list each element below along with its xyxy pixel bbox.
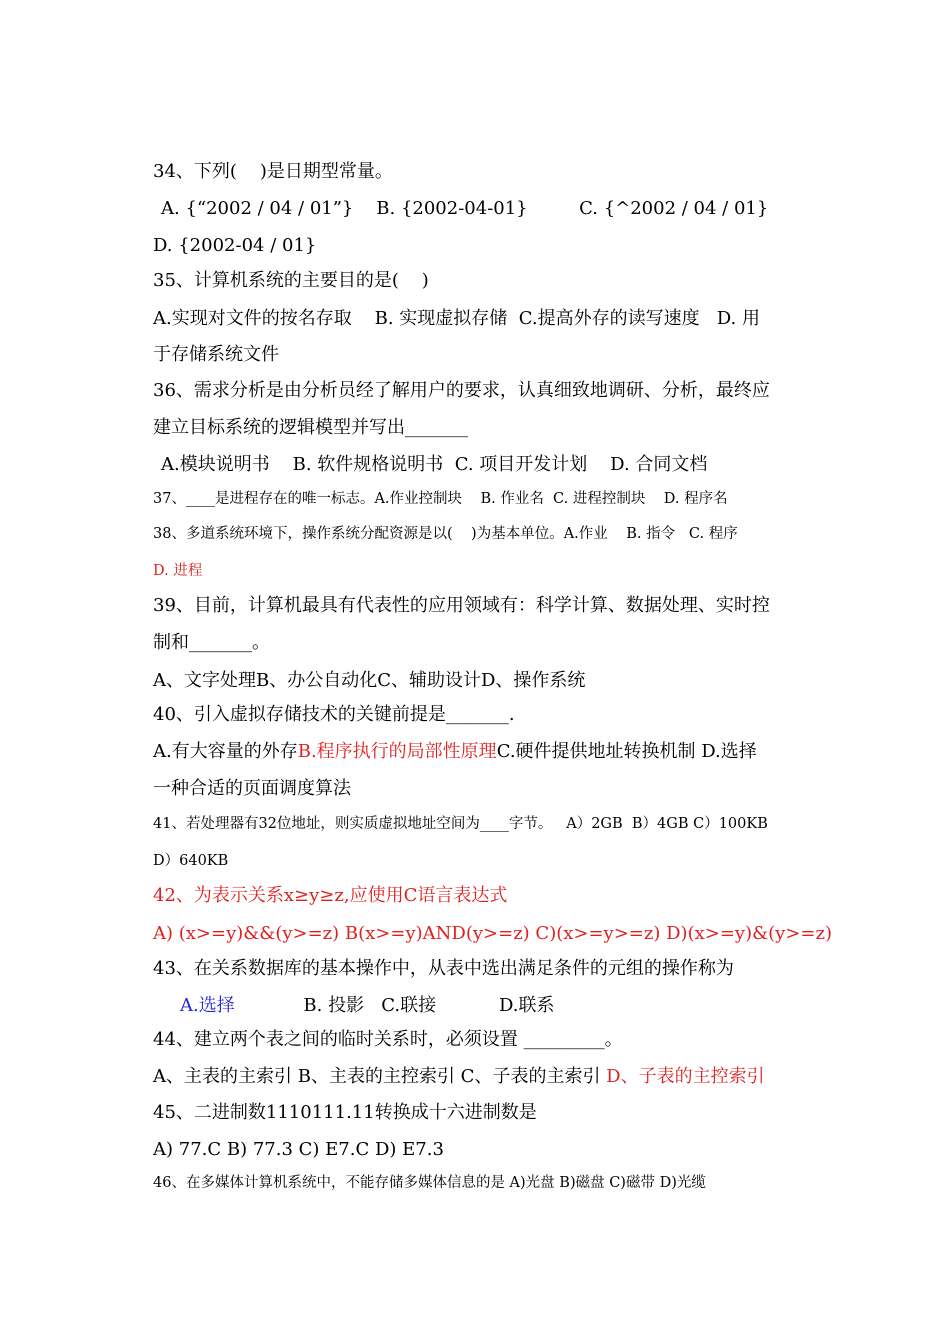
text-segment: A、文字处理B、办公自动化C、辅助设计D、操作系统 bbox=[153, 670, 586, 691]
text-line bbox=[153, 382, 770, 400]
text-line bbox=[180, 997, 555, 1015]
text-segment: B. 投影 C.联接 D.联系 bbox=[234, 995, 555, 1016]
text-segment: 于存储系统文件 bbox=[153, 344, 279, 365]
text-line bbox=[153, 925, 832, 943]
text-line bbox=[153, 854, 228, 869]
text-segment: 制和_______。 bbox=[153, 632, 270, 653]
text-line bbox=[153, 706, 515, 724]
text-segment: A) 77.C B) 77.3 C) E7.C D) E7.3 bbox=[153, 1139, 444, 1160]
text-line bbox=[153, 887, 507, 905]
text-segment: A.模块说明书 B. 软件规格说明书 C. 项目开发计划 D. 合同文档 bbox=[161, 454, 708, 475]
text-segment: 一种合适的页面调度算法 bbox=[153, 778, 351, 799]
text-segment: 40、引入虚拟存储技术的关键前提是_______. bbox=[153, 704, 515, 725]
text-line bbox=[153, 163, 393, 181]
text-line bbox=[153, 1031, 623, 1049]
text-segment: 41、若处理器有32位地址，则实质虚拟地址空间为____字节。 A）2GB B）4GB C）100KB bbox=[153, 816, 768, 832]
text-line bbox=[153, 1141, 444, 1159]
text-line bbox=[153, 346, 279, 364]
text-segment: A) (x>=y)&&(y>=z) B(x>=y)AND(y>=z) C)(x>=y>=z) D)(x>=y)&(y>=z) bbox=[153, 923, 832, 944]
text-line bbox=[153, 743, 757, 761]
text-segment: D. {2002-04 / 01} bbox=[153, 235, 317, 256]
text-line bbox=[153, 597, 770, 615]
text-segment: B.程序执行的局部性原理 bbox=[297, 741, 497, 762]
text-line bbox=[161, 200, 768, 218]
text-segment: 34、下列( )是日期型常量。 bbox=[153, 161, 393, 182]
text-line bbox=[153, 527, 738, 542]
text-segment: 36、需求分析是由分析员经了解用户的要求，认真细致地调研、分析，最终应 bbox=[153, 380, 770, 401]
text-segment: 45、二进制数1110111.11转换成十六进制数是 bbox=[153, 1102, 537, 1123]
text-line bbox=[161, 456, 707, 474]
text-line bbox=[153, 1176, 706, 1191]
text-line bbox=[153, 237, 316, 255]
text-segment: 44、建立两个表之间的临时关系时，必须设置 _________。 bbox=[153, 1029, 623, 1050]
text-line bbox=[153, 817, 768, 832]
text-segment: A、主表的主索引 B、主表的主控索引 C、子表的主索引 bbox=[153, 1066, 607, 1087]
text-segment: D. 进程 bbox=[153, 563, 203, 579]
text-line bbox=[153, 564, 202, 579]
text-line bbox=[153, 310, 760, 328]
text-segment: 37、____是进程存在的唯一标志。A.作业控制块 B. 作业名 C. 进程控制块 D. 程序名 bbox=[153, 491, 728, 507]
text-line bbox=[153, 1068, 765, 1086]
text-line bbox=[153, 634, 270, 652]
text-line bbox=[153, 492, 728, 507]
text-segment: 46、在多媒体计算机系统中，不能存储多媒体信息的是 A)光盘 B)磁盘 C)磁带 D)光缆 bbox=[153, 1175, 706, 1191]
text-segment: 35、计算机系统的主要目的是( ) bbox=[153, 270, 429, 291]
text-line bbox=[153, 272, 429, 290]
text-segment: A.实现对文件的按名存取 B. 实现虚拟存储 C.提高外存的读写速度 D. 用 bbox=[153, 308, 760, 329]
text-line bbox=[153, 780, 351, 798]
text-segment: 42、为表示关系x≥y≥z,应使用C语言表达式 bbox=[153, 885, 508, 906]
text-line bbox=[153, 1104, 537, 1122]
text-line bbox=[153, 960, 734, 978]
text-segment: A.有大容量的外存 bbox=[153, 741, 298, 762]
text-segment: A.选择 bbox=[180, 995, 235, 1016]
text-segment: D）640KB bbox=[153, 853, 229, 869]
text-line bbox=[153, 672, 585, 690]
text-segment: 43、在关系数据库的基本操作中，从表中选出满足条件的元组的操作称为 bbox=[153, 958, 734, 979]
text-segment: A. {“2002 / 04 / 01”} B. {2002-04-01} C. {^2002 / 04 / 01} bbox=[161, 198, 769, 219]
text-segment: C.硬件提供地址转换机制 D.选择 bbox=[496, 741, 757, 762]
text-segment: D、子表的主控索引 bbox=[606, 1066, 765, 1087]
text-line bbox=[153, 419, 468, 437]
text-segment: 建立目标系统的逻辑模型并写出_______ bbox=[153, 417, 468, 438]
text-segment: 39、目前，计算机最具有代表性的应用领域有：科学计算、数据处理、实时控 bbox=[153, 595, 770, 616]
text-segment: 38、多道系统环境下，操作系统分配资源是以( )为基本单位。A.作业 B. 指令 C. 程序 bbox=[153, 526, 738, 542]
